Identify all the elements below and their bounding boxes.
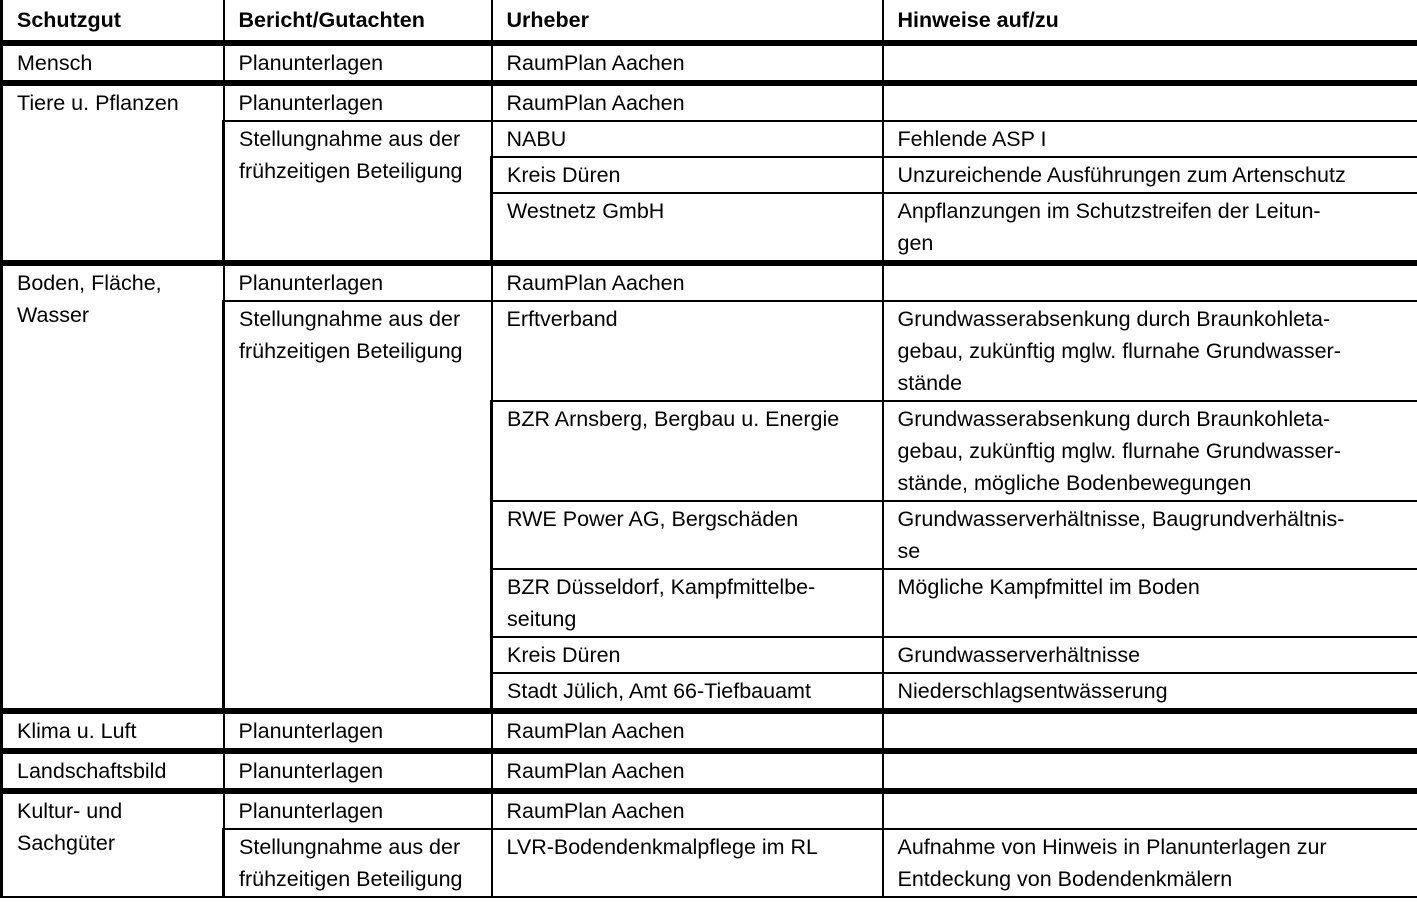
schutzgut-cell: Tiere u. Pflanzen (2, 83, 224, 263)
urheber-cell: Stadt Jülich, Amt 66-Tiefbauamt (492, 673, 883, 711)
bericht-cell: Planunterlagen (224, 791, 492, 829)
urheber-cell: NABU (492, 121, 883, 157)
hinweis-cell: Grundwasserabsenkung durch Braunkohleta- gebau, zukünftig mglw. flurnahe Grundwasser- stände, mögliche Bodenbewegungen (883, 401, 1417, 501)
urheber-cell: RaumPlan Aachen (492, 791, 883, 829)
hinweis-cell: Grundwasserverhältnisse, Baugrundverhältnis- se (883, 501, 1417, 569)
urheber-cell: RaumPlan Aachen (492, 263, 883, 301)
urheber-cell: Erftverband (492, 301, 883, 401)
table-row (2, 83, 1417, 121)
urheber-cell: RaumPlan Aachen (492, 711, 883, 751)
schutzgut-cell: Landschaftsbild (2, 751, 224, 791)
header-row (2, 0, 1417, 43)
urheber-cell: RaumPlan Aachen (492, 751, 883, 791)
hinweis-cell (883, 711, 1417, 751)
hinweis-cell: Aufnahme von Hinweis in Planunterlagen zur Entdeckung von Bodendenkmälern (883, 829, 1417, 897)
hinweis-cell: Unzureichende Ausführungen zum Artenschutz (883, 157, 1417, 193)
urheber-cell: Kreis Düren (492, 157, 883, 193)
schutzgut-cell: Klima u. Luft (2, 711, 224, 751)
bericht-cell: Planunterlagen (224, 83, 492, 121)
urheber-cell: BZR Düsseldorf, Kampfmittelbe- seitung (492, 569, 883, 637)
hinweis-cell (883, 751, 1417, 791)
hinweis-cell (883, 43, 1417, 83)
hinweis-cell: Niederschlagsentwässerung (883, 673, 1417, 711)
table-row (2, 751, 1417, 791)
urheber-cell: RWE Power AG, Bergschäden (492, 501, 883, 569)
schutzgut-cell: Boden, Fläche, Wasser (2, 263, 224, 711)
bericht-cell: Planunterlagen (224, 751, 492, 791)
hinweis-cell (883, 263, 1417, 301)
header-urheber: Urheber (492, 0, 883, 43)
table-row (2, 711, 1417, 751)
bericht-cell: Planunterlagen (224, 263, 492, 301)
table-row (2, 43, 1417, 83)
urheber-cell: RaumPlan Aachen (492, 83, 883, 121)
urheber-cell: BZR Arnsberg, Bergbau u. Energie (492, 401, 883, 501)
header-bericht: Bericht/Gutachten (224, 0, 492, 43)
hinweis-cell: Mögliche Kampfmittel im Boden (883, 569, 1417, 637)
bericht-cell: Planunterlagen (224, 711, 492, 751)
urheber-cell: LVR-Bodendenkmalpflege im RL (492, 829, 883, 897)
bericht-cell: Stellungnahme aus der frühzeitigen Beteiligung (224, 301, 492, 711)
schutzgut-cell: Kultur- und Sachgüter (2, 791, 224, 897)
header-hinweise: Hinweise auf/zu (883, 0, 1417, 43)
hinweis-cell: Grundwasserabsenkung durch Braunkohleta- gebau, zukünftig mglw. flurnahe Grundwasser- stände (883, 301, 1417, 401)
urheber-cell: RaumPlan Aachen (492, 43, 883, 83)
header-schutzgut: Schutzgut (2, 0, 224, 43)
urheber-cell: Westnetz GmbH (492, 193, 883, 263)
hinweis-cell (883, 791, 1417, 829)
bericht-cell: Stellungnahme aus der frühzeitigen Beteiligung (224, 829, 492, 897)
schutzgut-cell: Mensch (2, 43, 224, 83)
table-row (2, 263, 1417, 301)
bericht-cell: Planunterlagen (224, 43, 492, 83)
hinweis-cell: Anpflanzungen im Schutzstreifen der Leitun- gen (883, 193, 1417, 263)
bericht-cell: Stellungnahme aus der frühzeitigen Beteiligung (224, 121, 492, 263)
hinweis-cell (883, 83, 1417, 121)
table-row (2, 791, 1417, 829)
hinweis-cell: Fehlende ASP I (883, 121, 1417, 157)
urheber-cell: Kreis Düren (492, 637, 883, 673)
hinweis-cell: Grundwasserverhältnisse (883, 637, 1417, 673)
